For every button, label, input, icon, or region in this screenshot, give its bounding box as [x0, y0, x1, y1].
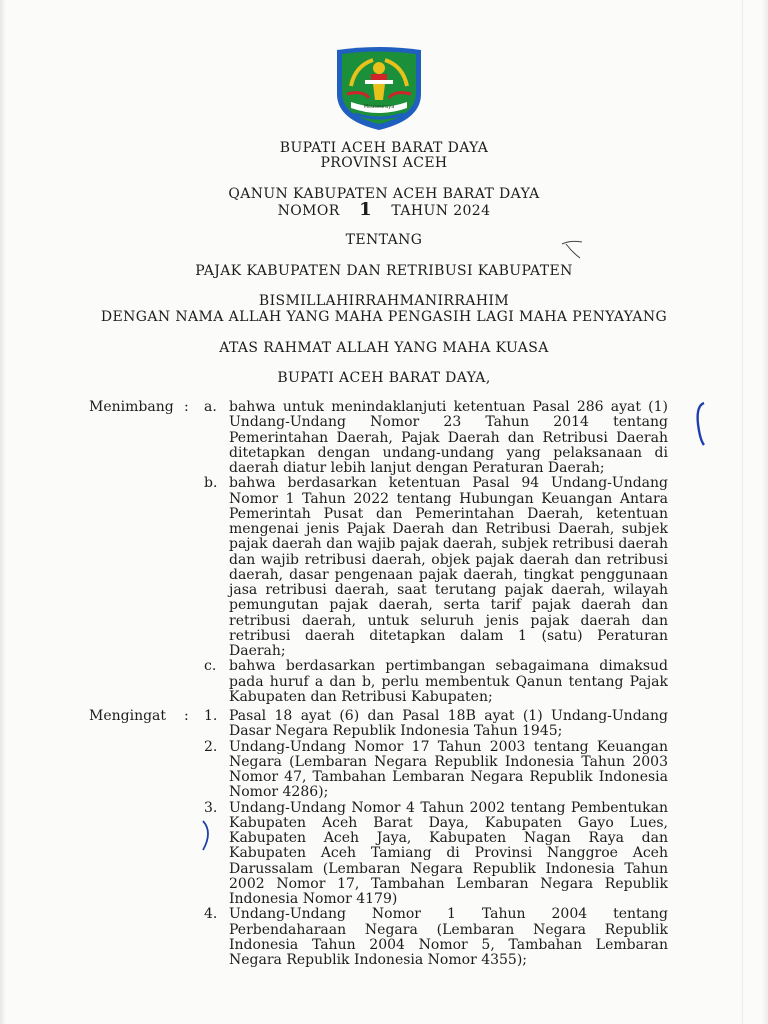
mengingat-item [0, 709, 768, 740]
mengingat-colon: : [184, 708, 189, 724]
heading-qanun: QANUN KABUPATEN ACEH BARAT DAYA [228, 186, 540, 202]
menimbang-item [0, 659, 768, 705]
item-marker: 3. [204, 799, 218, 816]
item-marker: 1. [204, 708, 218, 724]
item-text: bahwa berdasarkan ketentuan Pasal 94 Undang-Undang Nomor 1 Tahun 2022 tentang Hubungan Keuangan Antara Pemerintah Pusat dan Pemerintahan Daerah, ketentuan mengenai jenis Pajak Daerah dan Retribusi Daerah, subjek pajak daerah dan wajib pajak daerah, subjek retribusi daerah dan wajib retribusi daerah, objek pajak daerah dan retribusi daerah, dasar pengenaan pajak daerah, tingkat penggunaan jasa retribusi daerah, saat terutang pajak daerah, wilayah pemungutan pajak daerah, serta tarif pajak daerah dan retribusi daerah, untuk seluruh jenis pajak daerah dan retribusi daerah ditetapkan dalam 1 (satu) Peraturan Daerah; [229, 475, 668, 659]
item-text: Undang-Undang Nomor 17 Tahun 2003 tentang Keuangan Negara (Lembaran Negara Republik Indonesia Tahun 2003 Nomor 47, Tambahan Lembaran Negara Republik Indonesia Nomor 4286); [229, 738, 668, 801]
regency-emblem-icon [333, 46, 425, 132]
menimbang-item [0, 400, 768, 476]
nomor-label: NOMOR [277, 203, 340, 219]
menimbang-label: Menimbang [89, 399, 174, 415]
heading-nomor [0, 201, 768, 220]
item-text: Undang-Undang Nomor 1 Tahun 2004 tentang Perbendaharaan Negara (Lembaran Negara Republik Indonesia Tahun 2004 Nomor 5, Tambahan Lembaran Negara Republik Indonesia Nomor 4355); [229, 906, 668, 968]
heading-bupati-closing: BUPATI ACEH BARAT DAYA, [277, 370, 491, 386]
tahun-label: TAHUN 2024 [391, 203, 491, 219]
mengingat-item [0, 907, 768, 968]
item-marker: a. [204, 399, 217, 415]
item-marker: 2. [204, 738, 218, 755]
mengingat-item [0, 740, 768, 801]
menimbang-item [0, 476, 768, 659]
heading-bismillah: BISMILLAHIRRAHMANIRRAHIM [258, 293, 510, 309]
item-marker: c. [204, 658, 217, 675]
mengingat-section [0, 709, 768, 968]
item-marker: 4. [204, 906, 218, 923]
item-text: bahwa untuk menindaklanjuti ketentuan Pasal 286 ayat (1) Undang-Undang Nomor 23 Tahun 2014 tentang Pemerintahan Daerah, Pajak Daerah dan Retribusi Daerah ditetapkan dengan undang-undang yang pelaksanaan di daerah diatur lebih lanjut dengan Peraturan Daerah; [229, 399, 668, 476]
item-text: bahwa berdasarkan pertimbangan sebagaimana dimaksud pada huruf a dan b, perlu membentuk Qanun tentang Pajak Kabupaten dan Retribusi Kabupaten; [229, 658, 668, 705]
heading-tentang: TENTANG [345, 232, 423, 248]
item-text: Pasal 18 ayat (6) dan Pasal 18B ayat (1) Undang-Undang Dasar Negara Republik Indonesia Tahun 1945; [229, 708, 668, 740]
pen-bracket-mark [690, 400, 712, 448]
emblem-banner-text: Meuseuraya [363, 104, 395, 110]
item-marker: b. [204, 475, 218, 492]
heading-subject: PAJAK KABUPATEN DAN RETRIBUSI KABUPATEN [195, 263, 573, 279]
mengingat-label: Mengingat [89, 708, 167, 724]
menimbang-section [0, 400, 768, 705]
heading-atas-rahmat: ATAS RAHMAT ALLAH YANG MAHA KUASA [219, 340, 549, 356]
pen-tick-mark [558, 238, 588, 262]
item-text: Undang-Undang Nomor 4 Tahun 2002 tentang Pembentukan Kabupaten Aceh Barat Daya, Kabupaten Gayo Lues, Kabupaten Aceh Jaya, Kabupaten Nagan Raya dan Kabupaten Aceh Tamiang di Provinsi Nanggroe Aceh Darussalam (Lembaran Negara Republik Indonesia Tahun 2002 Nomor 17, Tambahan Lembaran Negara Republik Indonesia Nomor 4179) [229, 799, 668, 907]
heading-provinsi: PROVINSI ACEH [320, 155, 448, 171]
heading-dengan-nama: DENGAN NAMA ALLAH YANG MAHA PENGASIH LAGI MAHA PENYAYANG [100, 309, 668, 325]
nomor-value: 1 [359, 199, 372, 220]
pen-parenthesis-mark [198, 818, 218, 854]
mengingat-item [0, 801, 768, 908]
heading-bupati: BUPATI ACEH BARAT DAYA [279, 140, 489, 156]
menimbang-colon: : [184, 399, 189, 415]
